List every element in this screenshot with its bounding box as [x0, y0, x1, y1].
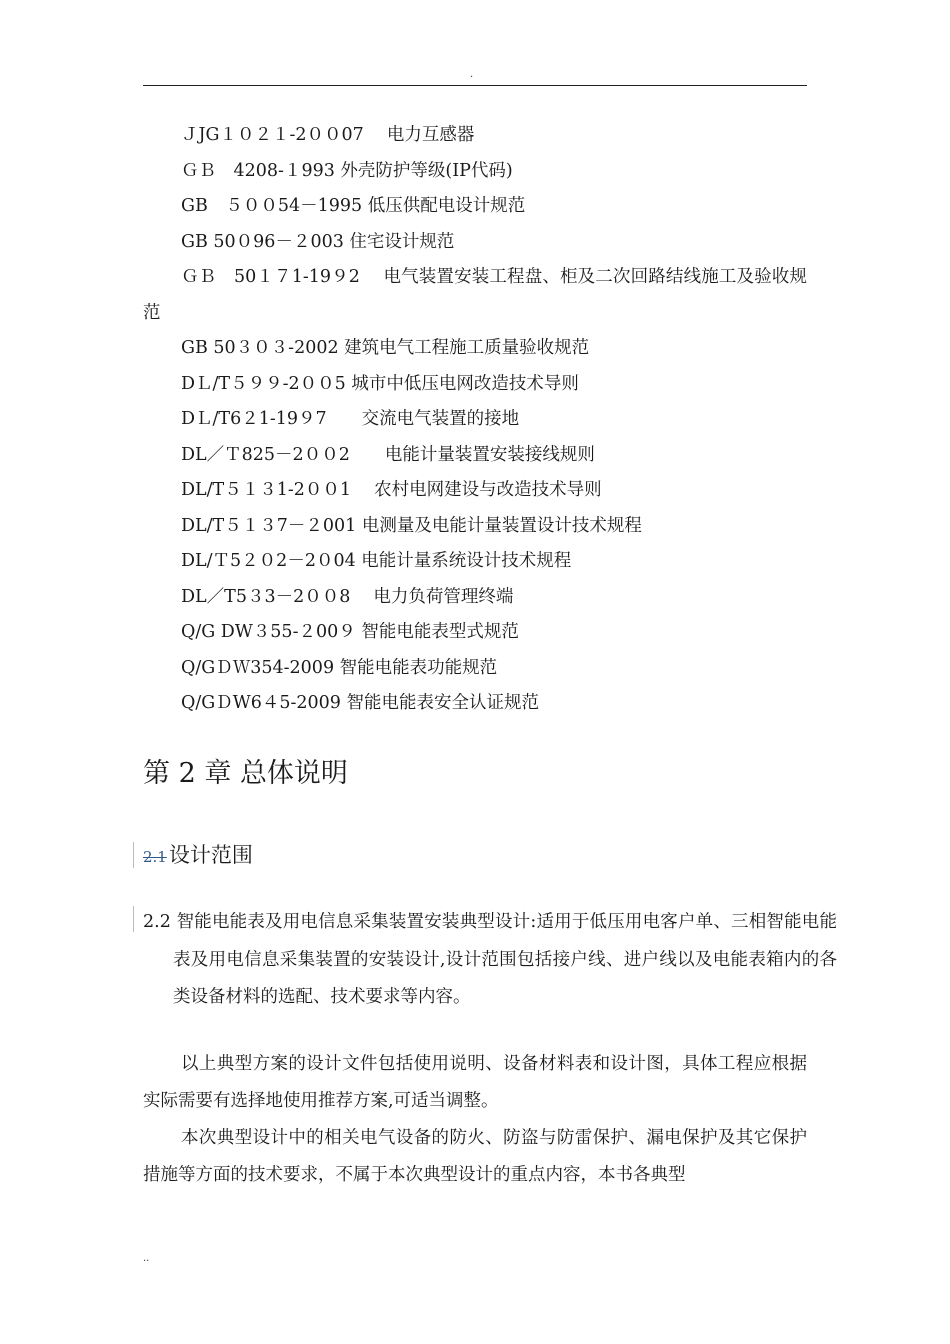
- standard-item: DL/Ｔ5２０2－2０04 电能计量系统设计技术规程: [181, 551, 572, 571]
- chapter-heading: 第 2 章 总体说明: [143, 758, 348, 789]
- standard-item: GB 50０96－２003 住宅设计规范: [181, 231, 455, 252]
- standard-item: Q/GＤW6４5-2009 智能电能表安全认证规范: [181, 693, 539, 713]
- section-number: 2.1: [143, 848, 167, 866]
- standard-item: ＧＢ 4208-１993 外壳防护等级(IP代码): [181, 160, 513, 181]
- standard-item: DＬ/T５９９-2００5 城市中低压电网改造技术导则: [181, 373, 579, 394]
- standard-item: Q/G DW３55-２00９ 智能电能表型式规范: [181, 622, 519, 642]
- standard-item: DL/T５１３7－２001 电测量及电能计量装置设计技术规程: [181, 515, 642, 536]
- revision-bar: [133, 906, 134, 932]
- body-paragraph: 本次典型设计中的相关电气设备的防火、防盗与防雷保护、漏电保护及其它保护措施等方面的技术要求，不属于本次典型设计的重点内容，本书各典型: [143, 1128, 807, 1185]
- header-mark: .: [470, 69, 474, 80]
- section-heading: [143, 840, 253, 872]
- footer-mark: ..: [143, 1253, 150, 1264]
- standard-item: DL／T5３3－2００8 电力负荷管理终端: [181, 586, 514, 607]
- standard-item: ＪJG１０２１-2００07 电力互感器: [181, 125, 475, 145]
- standard-item: GB 50３０３-2002 建筑电气工程施工质量验收规范: [181, 338, 590, 358]
- standard-item: DL／Ｔ825－2００2 电能计量装置安装接线规则: [181, 444, 595, 465]
- revision-bar: [133, 842, 134, 868]
- subsection-paragraph: 2.2 智能电能表及用电信息采集装置安装典型设计:适用于低压用电客户单、三相智能电能表及用电信息采集装置的安装设计,设计范围包括接户线、进户线以及电能表箱内的各类设备材料的选配、技术要求等内容。: [143, 912, 837, 1007]
- standard-item: ＧＢ 50１７1-19９2 电气装置安装工程盘、柜及二次回路结线施工及验收规范: [143, 267, 807, 323]
- standard-item: DL/T５１３1-2００1 农村电网建设与改造技术导则: [181, 480, 602, 500]
- section-title: 设计范围: [168, 843, 253, 867]
- standard-item: Q/GＤＷ354-2009 智能电能表功能规范: [181, 657, 498, 678]
- body-paragraph: 以上典型方案的设计文件包括使用说明、设备材料表和设计图，具体工程应根据实际需要有选择地使用推荐方案,可适当调整。: [143, 1054, 807, 1111]
- header-rule: [143, 85, 807, 86]
- standard-item: GB ５００54－1995 低压供配电设计规范: [181, 196, 526, 216]
- standards-list: [143, 118, 807, 722]
- standard-item: DＬ/T6２1-19９7 交流电气装置的接地: [181, 409, 520, 429]
